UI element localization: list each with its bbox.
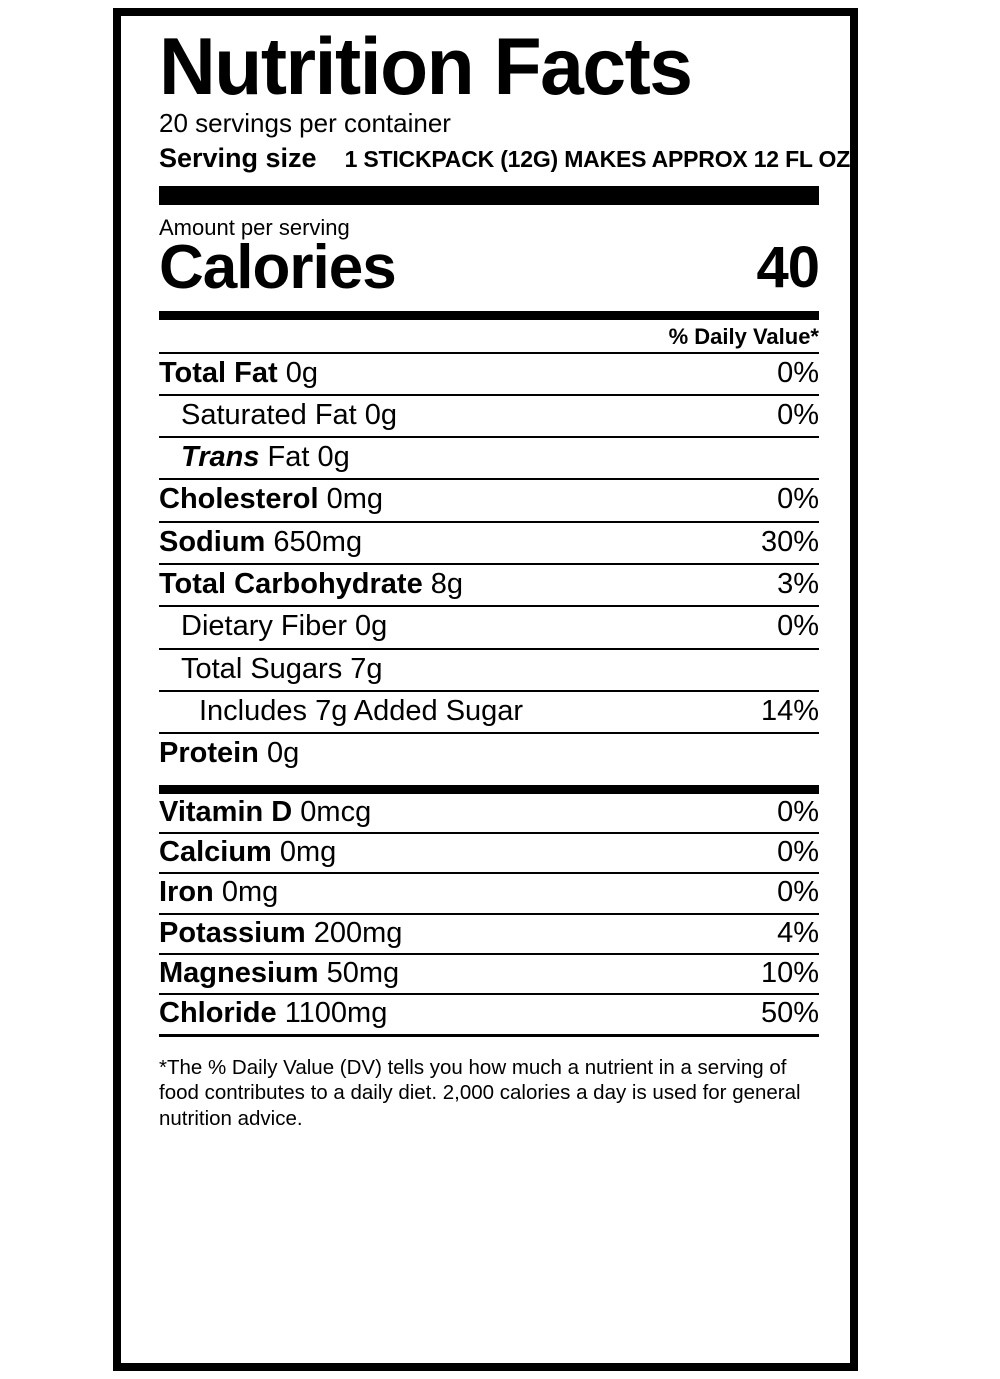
serving-size-value: 1 STICKPACK (12G) MAKES APPROX 12 FL OZ	[344, 146, 851, 173]
nutrient-percent: 3%	[777, 568, 819, 601]
nutrient-name	[159, 527, 362, 558]
divider-thin-bottom	[159, 1034, 819, 1037]
table-row	[159, 650, 819, 690]
nutrient-name-bold: Total Carbohydrate	[159, 568, 423, 601]
table-row	[159, 565, 819, 605]
nutrient-amount: Fat 0g	[267, 441, 350, 474]
nutrient-name: Saturated Fat 0g	[181, 398, 398, 431]
nutrient-name	[159, 837, 336, 868]
calories-label: Calories	[159, 233, 396, 303]
nutrient-amount: 0mg	[279, 835, 337, 868]
table-row	[159, 874, 819, 912]
nutrient-name	[159, 998, 387, 1029]
nutrient-name: Includes 7g Added Sugar	[199, 695, 524, 727]
nutrient-name-bold: Sodium	[159, 525, 266, 558]
daily-value-footnote: *The % Daily Value (DV) tells you how much a nutrient in a serving of food contributes to a daily diet. 2,000 calories a day is used for general nutrition advice.	[159, 1055, 801, 1130]
nutrient-name	[159, 738, 299, 769]
nutrient-name	[159, 358, 318, 389]
serving-size-label: Serving size	[159, 143, 317, 174]
nutrient-percent: 0%	[777, 835, 819, 868]
nutrient-name: Total Sugars 7g	[181, 652, 383, 685]
nutrient-percent: 14%	[760, 695, 819, 727]
nutrition-facts-panel	[113, 8, 858, 1371]
table-row	[159, 523, 819, 563]
nutrient-name-bold: Protein	[159, 737, 259, 770]
calories-value: 40	[756, 234, 819, 300]
nutrient-percent: 0%	[777, 356, 819, 389]
nutrient-amount: 0mg	[221, 876, 279, 909]
nutrient-percent: 10%	[760, 956, 819, 989]
table-row	[159, 794, 819, 832]
serving-size-row	[159, 143, 851, 174]
nutrient-name	[159, 484, 383, 515]
divider-thick-top	[159, 186, 819, 205]
nutrient-percent: 0%	[777, 398, 819, 431]
table-row	[159, 834, 819, 872]
nutrient-percent: 4%	[777, 916, 819, 949]
nutrient-rows	[159, 354, 819, 775]
nutrient-percent: 0%	[777, 795, 819, 828]
nutrient-name	[159, 569, 463, 600]
nutrient-name	[181, 442, 350, 473]
table-row	[159, 955, 819, 993]
nutrient-name	[159, 877, 278, 908]
nutrient-amount: 200mg	[313, 916, 403, 949]
nutrient-name	[159, 797, 371, 828]
nutrient-name	[159, 958, 399, 989]
nutrient-name-italic: Trans	[181, 441, 260, 474]
table-row	[159, 396, 819, 436]
nutrient-percent: 0%	[777, 876, 819, 909]
nutrient-name-bold: Magnesium	[159, 956, 319, 989]
table-row	[159, 734, 819, 774]
nutrient-name-bold: Vitamin D	[159, 795, 293, 828]
nutrient-percent: 30%	[760, 525, 819, 558]
nutrient-name-bold: Calcium	[159, 835, 272, 868]
label-content	[159, 22, 851, 1131]
amount-per-serving-label: Amount per serving	[159, 215, 350, 241]
divider-medium-vitamins	[159, 785, 819, 794]
nutrient-percent: 0%	[777, 610, 819, 643]
vitamin-rows	[159, 794, 819, 1037]
divider-medium-calories	[159, 311, 819, 320]
nutrient-amount: 8g	[430, 568, 464, 601]
table-row	[159, 354, 819, 394]
table-row	[159, 438, 819, 478]
nutrient-name-bold: Chloride	[159, 997, 277, 1030]
nutrient-amount: 1100mg	[284, 997, 388, 1030]
nutrient-percent: 0%	[777, 483, 819, 516]
nutrient-amount: 50mg	[326, 956, 400, 989]
nutrient-name	[159, 918, 402, 949]
nutrient-name-bold: Potassium	[159, 916, 306, 949]
nutrient-amount: 0g	[266, 737, 300, 770]
nutrient-name-bold: Cholesterol	[159, 483, 319, 516]
nutrient-amount: 0mcg	[300, 795, 372, 828]
daily-value-header: % Daily Value*	[668, 323, 819, 349]
table-row	[159, 692, 819, 732]
nutrient-percent: 50%	[760, 997, 819, 1030]
table-row	[159, 995, 819, 1033]
page-title: Nutrition Facts	[159, 22, 692, 112]
nutrient-name-bold: Total Fat	[159, 356, 278, 389]
nutrient-name: Dietary Fiber 0g	[181, 610, 388, 643]
table-row	[159, 607, 819, 647]
calories-row	[159, 233, 819, 303]
table-row	[159, 480, 819, 520]
nutrient-amount: 650mg	[273, 525, 363, 558]
nutrient-amount: 0g	[285, 356, 319, 389]
servings-per-container: 20 servings per container	[159, 107, 451, 138]
nutrient-amount: 0mg	[326, 483, 384, 516]
table-row	[159, 915, 819, 953]
nutrient-name-bold: Iron	[159, 876, 214, 909]
